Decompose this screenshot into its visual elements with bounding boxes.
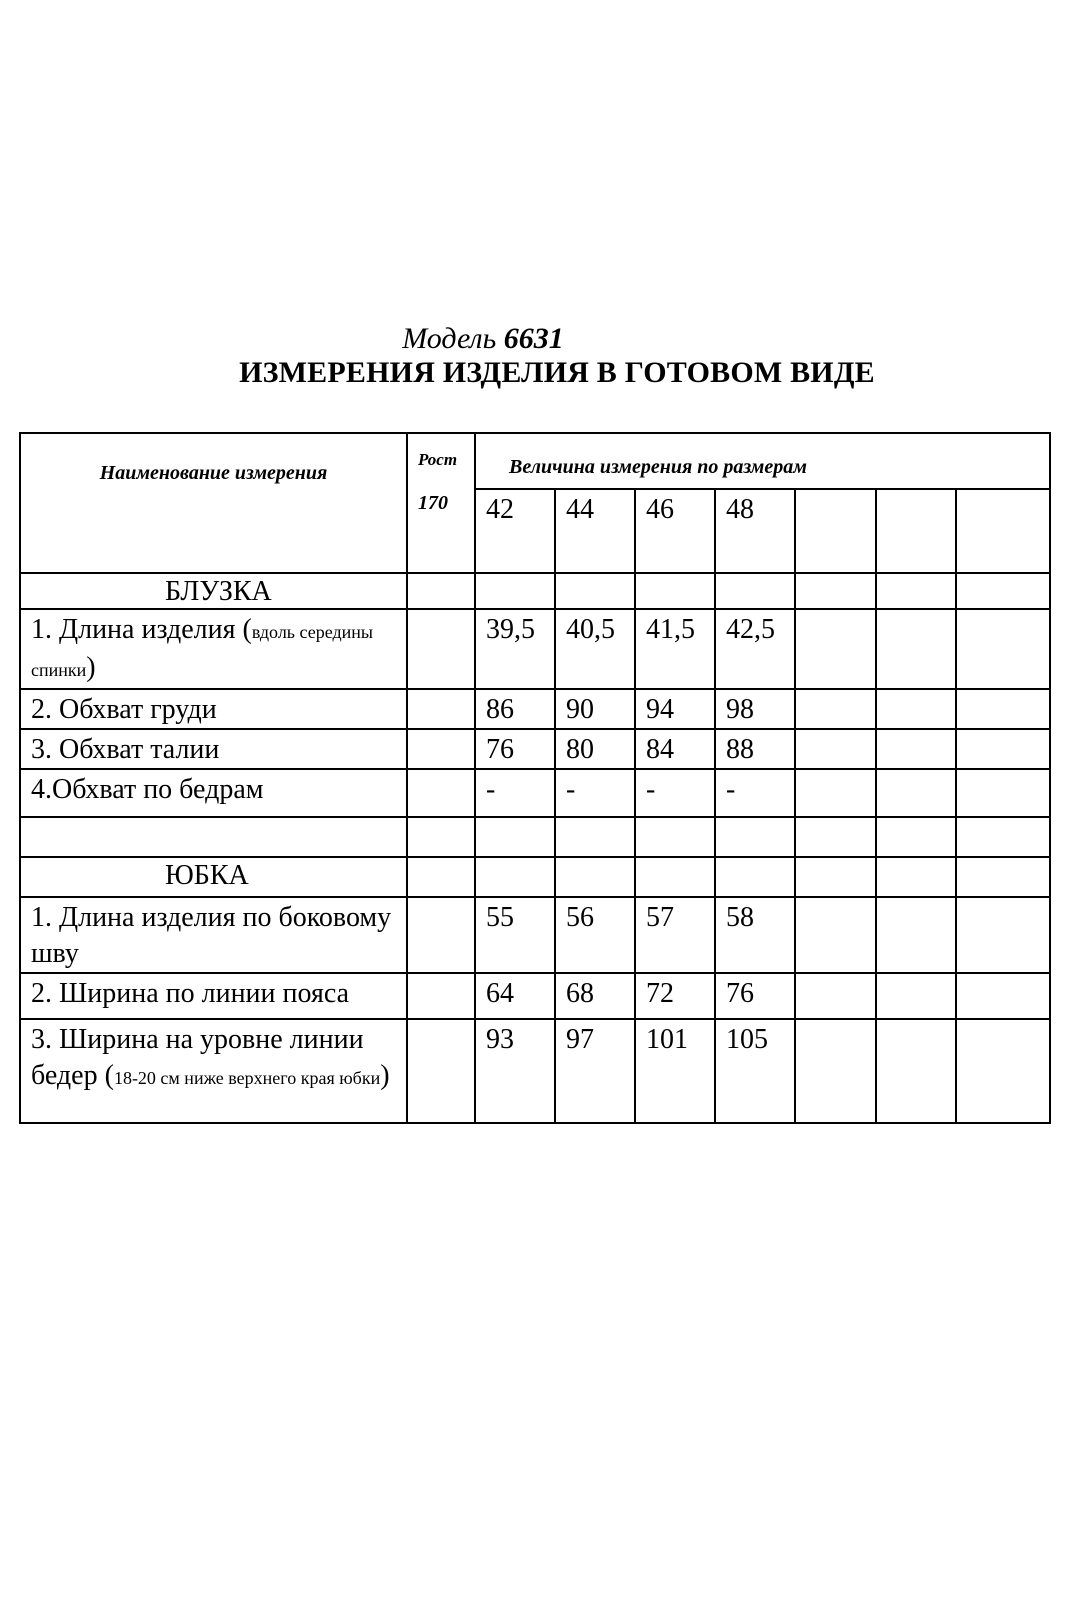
value-cell <box>956 897 1050 973</box>
value-cell: 88 <box>715 729 795 769</box>
section-title-skirt: ЮБКА <box>20 857 407 897</box>
measure-name: 1. Длина изделия (вдоль середины спинки) <box>20 609 407 689</box>
value-cell: 76 <box>475 729 555 769</box>
measure-name: 4.Обхват по бедрам <box>20 769 407 817</box>
model-line <box>0 322 1066 356</box>
rost-cell <box>407 973 475 1019</box>
value-cell <box>795 729 876 769</box>
size-cell: 44 <box>555 489 635 573</box>
rost-value: 170 <box>418 492 448 514</box>
value-cell: - <box>555 769 635 817</box>
value-cell <box>956 609 1050 689</box>
model-number: 6631 <box>503 322 564 355</box>
value-cell: 94 <box>635 689 715 729</box>
value-cell <box>876 689 956 729</box>
table-row <box>20 609 1050 689</box>
rost-label: Рост <box>418 450 458 469</box>
value-cell <box>876 769 956 817</box>
measure-name: 2. Обхват груди <box>20 689 407 729</box>
measure-name: 3. Обхват талии <box>20 729 407 769</box>
measure-name: 3. Ширина на уровне линии бедер (18-20 см ниже верхнего края юбки) <box>20 1019 407 1123</box>
size-cell <box>795 489 876 573</box>
value-cell: 68 <box>555 973 635 1019</box>
value-cell <box>956 973 1050 1019</box>
measure-name: 1. Длина изделия по боковому шву <box>20 897 407 973</box>
value-cell: 56 <box>555 897 635 973</box>
value-cell: - <box>475 769 555 817</box>
model-label: Модель <box>402 322 497 355</box>
value-cell: 57 <box>635 897 715 973</box>
value-cell: 76 <box>715 973 795 1019</box>
rost-cell <box>407 769 475 817</box>
value-cell: 40,5 <box>555 609 635 689</box>
measure-name-header: Наименование измерения <box>20 433 407 573</box>
section-row <box>20 573 1050 609</box>
value-cell: - <box>635 769 715 817</box>
value-cell: 90 <box>555 689 635 729</box>
value-cell <box>876 609 956 689</box>
value-cell: 72 <box>635 973 715 1019</box>
rost-cell <box>407 1019 475 1123</box>
value-cell <box>956 729 1050 769</box>
values-header: Величина измерения по размерам <box>475 433 1050 489</box>
value-cell: 55 <box>475 897 555 973</box>
value-cell: 42,5 <box>715 609 795 689</box>
table-row <box>20 729 1050 769</box>
value-cell <box>795 973 876 1019</box>
table-row <box>20 769 1050 817</box>
table-row <box>20 689 1050 729</box>
value-cell: 41,5 <box>635 609 715 689</box>
table-row <box>20 897 1050 973</box>
size-cell: 48 <box>715 489 795 573</box>
value-cell: 58 <box>715 897 795 973</box>
value-cell <box>876 973 956 1019</box>
size-cell: 46 <box>635 489 715 573</box>
value-cell <box>795 897 876 973</box>
rost-cell <box>407 609 475 689</box>
value-cell <box>795 609 876 689</box>
size-cell <box>956 489 1050 573</box>
table-body <box>20 433 1050 1123</box>
section-row <box>20 857 1050 897</box>
size-cell <box>876 489 956 573</box>
section-title-blouse: БЛУЗКА <box>20 573 407 609</box>
table-row <box>20 1019 1050 1123</box>
value-cell <box>956 1019 1050 1123</box>
value-cell: 80 <box>555 729 635 769</box>
value-cell <box>795 689 876 729</box>
measurements-table <box>19 432 1051 1124</box>
rost-cell <box>407 897 475 973</box>
value-cell: 39,5 <box>475 609 555 689</box>
value-cell: 98 <box>715 689 795 729</box>
empty-row <box>20 817 1050 857</box>
value-cell: 64 <box>475 973 555 1019</box>
measure-name: 2. Ширина по линии пояса <box>20 973 407 1019</box>
value-cell <box>876 729 956 769</box>
document-title: ИЗМЕРЕНИЯ ИЗДЕЛИЯ В ГОТОВОМ ВИДЕ <box>239 356 875 389</box>
value-cell <box>876 1019 956 1123</box>
value-cell <box>795 1019 876 1123</box>
value-cell: - <box>715 769 795 817</box>
value-cell: 97 <box>555 1019 635 1123</box>
table-row <box>20 973 1050 1019</box>
value-cell: 105 <box>715 1019 795 1123</box>
rost-header <box>407 433 475 573</box>
value-cell <box>956 689 1050 729</box>
value-cell: 86 <box>475 689 555 729</box>
header-row <box>20 433 1050 489</box>
size-cell: 42 <box>475 489 555 573</box>
value-cell: 101 <box>635 1019 715 1123</box>
value-cell: 84 <box>635 729 715 769</box>
value-cell <box>876 897 956 973</box>
rost-cell <box>407 689 475 729</box>
value-cell <box>956 769 1050 817</box>
value-cell <box>795 769 876 817</box>
rost-cell <box>407 729 475 769</box>
value-cell: 93 <box>475 1019 555 1123</box>
